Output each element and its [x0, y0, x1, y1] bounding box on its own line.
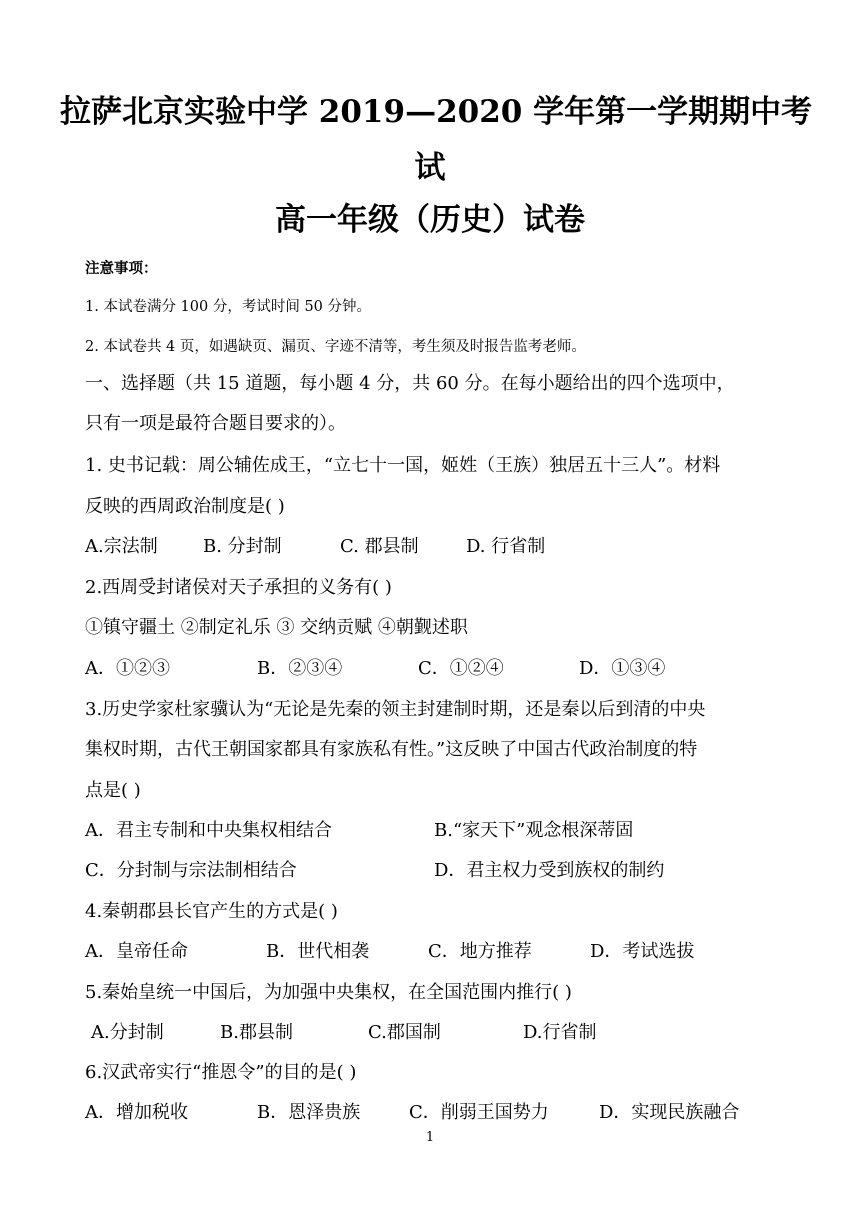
question-1-stem-line1: 1. 史书记载：周公辅佐成王，“立七十一国，姬姓（王族）独居五十三人”。材料	[85, 455, 721, 476]
question-3-option-b: B.“家天下”观念根深蒂固	[434, 820, 634, 841]
exam-subtitle: 高一年级（历史）试卷	[275, 202, 585, 238]
question-4-option-b: B．世代相袭	[266, 941, 370, 962]
question-3-stem-line2: 集权时期，古代王朝国家都具有家族私有性。”这反映了中国古代政治制度的特	[85, 739, 698, 760]
question-5-option-b: B.郡县制	[220, 1022, 293, 1043]
question-5-option-a: A.分封制	[91, 1022, 164, 1043]
question-1-option-d: D. 行省制	[466, 536, 546, 557]
question-2-option-a: A．①②③	[85, 658, 170, 679]
question-4-stem: 4.秦朝郡县长官产生的方式是( )	[85, 901, 338, 922]
question-3-option-d: D．君主权力受到族权的制约	[434, 860, 665, 881]
question-1-option-a: A.宗法制	[85, 536, 158, 557]
question-6-option-c: C．削弱王国势力	[409, 1102, 549, 1123]
section-heading-line1: 一、选择题（共 15 道题，每小题 4 分，共 60 分。在每小题给出的四个选项中，	[85, 373, 735, 394]
question-3-option-a: A．君主专制和中央集权相结合	[85, 820, 332, 841]
question-2-option-d: D．①③④	[579, 658, 666, 679]
question-1-option-b: B. 分封制	[203, 536, 282, 557]
question-3-stem-line3: 点是( )	[85, 780, 141, 801]
question-6-option-a: A．增加税收	[85, 1102, 188, 1123]
question-5-option-d: D.行省制	[523, 1022, 597, 1043]
question-5-stem: 5.秦始皇统一中国后，为加强中央集权，在全国范围内推行( )	[85, 982, 572, 1003]
question-2-option-c: C．①②④	[418, 658, 504, 679]
question-1-option-c: C. 郡县制	[340, 536, 419, 557]
question-3-option-c: C．分封制与宗法制相结合	[85, 860, 297, 881]
question-5-option-c: C.郡国制	[368, 1022, 441, 1043]
exam-title-line2: 试	[414, 150, 446, 186]
question-1-stem-line2: 反映的西周政治制度是( )	[85, 496, 285, 517]
question-6-stem: 6.汉武帝实行“推恩令”的目的是( )	[85, 1062, 357, 1083]
notice-item-2: 2. 本试卷共 4 页，如遇缺页、漏页、字迹不清等，考生须及时报告监考老师。	[85, 339, 586, 355]
question-6-option-d: D．实现民族融合	[599, 1102, 740, 1123]
question-6-option-b: B．恩泽贵族	[257, 1102, 361, 1123]
notice-item-1: 1. 本试卷满分 100 分，考试时间 50 分钟。	[85, 299, 372, 315]
question-2-option-b: B．②③④	[257, 658, 343, 679]
exam-title-line1: 拉萨北京实验中学 2019—2020 学年第一学期期中考	[60, 94, 813, 130]
question-4-option-d: D．考试选拔	[590, 941, 695, 962]
question-2-stem-line1: 2.西周受封诸侯对天子承担的义务有( )	[85, 577, 392, 598]
question-2-stem-line2: ①镇守疆土 ②制定礼乐 ③ 交纳贡赋 ④朝觐述职	[85, 617, 468, 638]
question-4-option-c: C．地方推荐	[428, 941, 532, 962]
question-4-option-a: A．皇帝任命	[85, 941, 188, 962]
section-heading-line2: 只有一项是最符合题目要求的）。	[85, 413, 346, 434]
page-number: 1	[425, 1130, 435, 1145]
notice-heading: 注意事项：	[85, 260, 158, 277]
question-3-stem-line1: 3.历史学家杜家骥认为“无论是先秦的领主封建制时期，还是秦以后到清的中央	[85, 699, 706, 720]
